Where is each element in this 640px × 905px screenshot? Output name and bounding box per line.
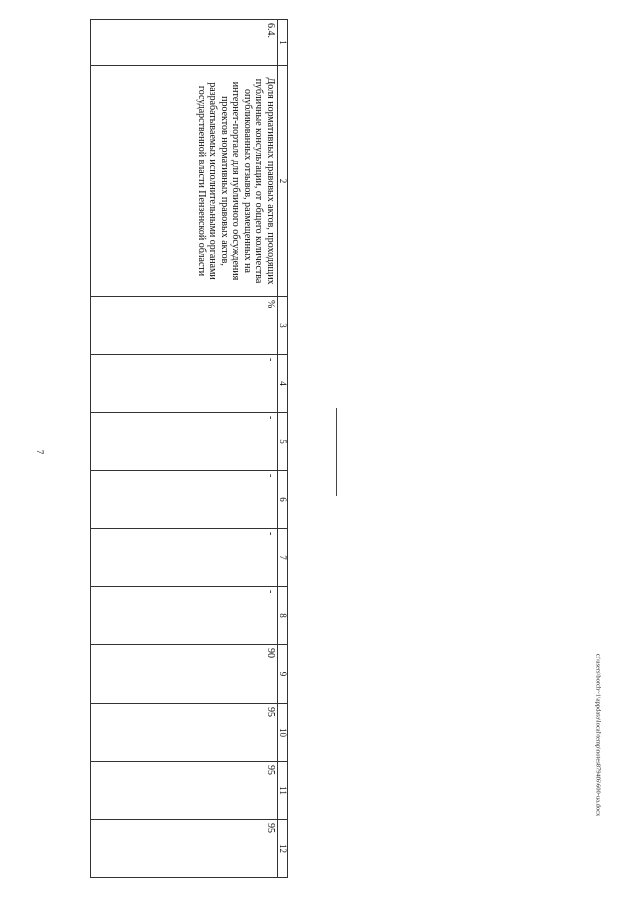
header-cell: 3 — [278, 297, 288, 355]
row-number: 6.4. — [91, 20, 278, 66]
indicator-table-rotated — [90, 19, 288, 853]
value-cell-12: 95 — [91, 820, 278, 878]
header-cell: 8 — [278, 587, 288, 645]
header-cell: 9 — [278, 645, 288, 704]
header-cell: 1 — [278, 20, 288, 66]
value-cell-4: - — [91, 355, 278, 413]
header-cell: 2 — [278, 66, 288, 297]
header-cell: 11 — [278, 762, 288, 820]
header-cell: 12 — [278, 820, 288, 878]
table-row — [91, 20, 278, 878]
value-cell-9: 90 — [91, 645, 278, 704]
header-cell: 6 — [278, 471, 288, 529]
footer-file-path: c:\users\borch~1\appdata\local\temp\notes8794f6\600-ua.docx — [594, 653, 602, 817]
value-cell-7: - — [91, 529, 278, 587]
value-cell-11: 95 — [91, 762, 278, 820]
separator-line — [336, 408, 337, 496]
indicator-description: Доля нормативных правовых актов, проходящих публичные консультации, от общего количества опубликованных отзывов, размещенных на интернет-портале для публичного обсуждения проектов нормативных правовых актов, разрабатываемых исполнительными органами государственной власти Пензенской области — [91, 66, 278, 297]
unit-cell: % — [91, 297, 278, 355]
value-cell-10: 95 — [91, 704, 278, 762]
header-cell: 7 — [278, 529, 288, 587]
indicator-table — [90, 19, 288, 878]
header-cell: 4 — [278, 355, 288, 413]
value-cell-8: - — [91, 587, 278, 645]
table-header-row — [278, 20, 288, 878]
header-cell: 5 — [278, 413, 288, 471]
page-number: 7 — [35, 449, 45, 455]
value-cell-6: - — [91, 471, 278, 529]
value-cell-5: - — [91, 413, 278, 471]
header-cell: 10 — [278, 704, 288, 762]
